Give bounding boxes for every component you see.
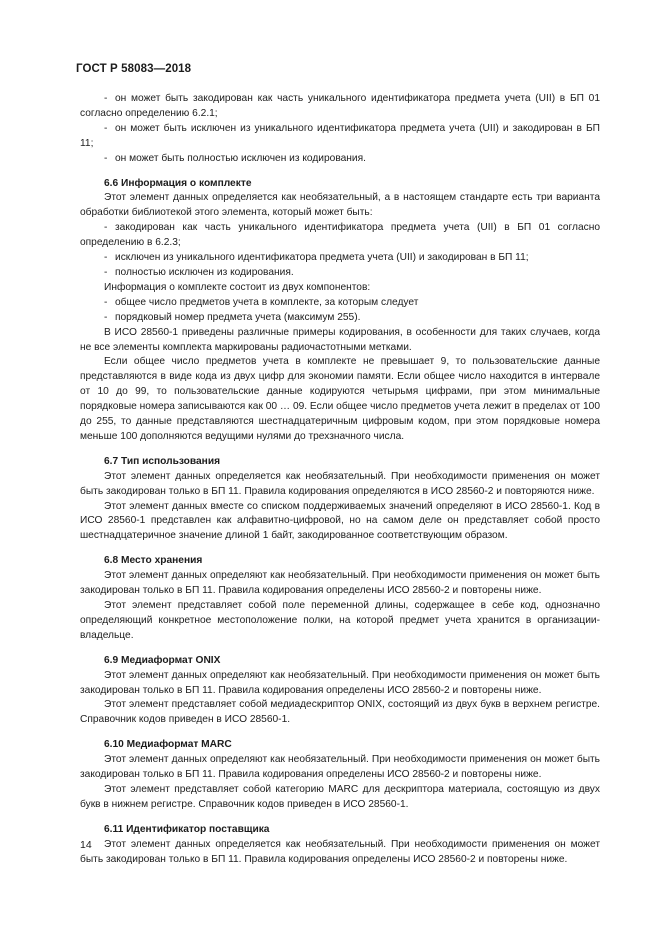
section-heading-6-10: 6.10 Медиаформат MARC [104, 739, 232, 751]
list-item: - общее число предметов учета в комплекте, за которым следует [80, 296, 600, 311]
paragraph: Этот элемент данных определяют как необязательный. При необходимости применения он может быть закодирован только в БП 11. Правила кодирования определены ИСО 28560-2 и повторены ниже. [80, 669, 600, 696]
dash-bullet: - [104, 296, 108, 308]
list-item: - порядковый номер предмета учета (максимум 255). [80, 311, 600, 326]
paragraph: Этот элемент данных определяют как необязательный. При необходимости применения он может быть закодирован только в БП 11. Правила кодирования определены ИСО 28560-2 и повторены ниже. [80, 570, 600, 597]
document-code: ГОСТ Р 58083—2018 [76, 63, 192, 75]
page-body [80, 92, 600, 868]
dash-bullet: - [104, 222, 108, 234]
dash-bullet: - [104, 122, 108, 134]
list-item: - он может быть полностью исключен из кодирования. [80, 152, 600, 167]
dash-bullet: - [104, 252, 108, 264]
section-heading-6-8: 6.8 Место хранения [104, 555, 203, 567]
list-item: - он может быть закодирован как часть уникального идентификатора предмета учета (UII) в БП 01 согласно определению 6.2.1; [80, 93, 600, 119]
dash-bullet: - [104, 311, 108, 323]
paragraph: Этот элемент данных определяется как необязательный. При необходимости применения он может быть закодирован только в БП 11. Правила кодирования определяются в ИСО 28560-2 и повторяются ниже. [80, 470, 600, 497]
dash-bullet: - [104, 93, 108, 104]
dash-bullet: - [104, 266, 108, 278]
paragraph: Этот элемент данных определяют как необязательный. При необходимости применения он может быть закодирован только в БП 11. Правила кодирования определены ИСО 28560-2 и повторены ниже. [80, 754, 600, 781]
paragraph: Этот элемент представляет собой медиадескриптор ONIX, состоящий из двух букв в верхнем регистре. Справочник кодов приведен в ИСО 28560-1. [80, 699, 600, 726]
list-item: - исключен из уникального идентификатора предмета учета (UII) и закодирован в БП 11; [80, 251, 600, 266]
paragraph: Информация о комплекте состоит из двух компонентов: [104, 281, 371, 293]
list-item: - закодирован как часть уникального идентификатора предмета учета (UII) в БП 01 согласно определению в 6.2.3; [80, 222, 600, 249]
page-number: 14 [80, 839, 92, 851]
paragraph: Этот элемент данных определяется как необязательный. При необходимости применения он может быть закодирован только в БП 11. Правила кодирования определены ИСО 28560-2 и повторены ниже. [80, 838, 600, 865]
section-heading-6-7: 6.7 Тип использования [104, 455, 221, 467]
list-item: - полностью исключен из кодирования. [80, 266, 600, 281]
paragraph: Этот элемент представляет собой категорию MARC для дескриптора материала, состоящую из двух букв в нижнем регистре. Справочник кодов приведен в ИСО 28560-1. [80, 783, 600, 810]
section-heading-6-9: 6.9 Медиаформат ONIX [104, 654, 221, 666]
paragraph: Этот элемент представляет собой поле переменной длины, содержащее в себе код, однозначно определяющий конкретное местоположение полки, на которой предмет учета хранится в организации-владельце. [80, 600, 600, 641]
paragraph: В ИСО 28560-1 приведены различные примеры кодирования, в особенности для таких случаев, когда не все элементы комплекта маркированы радиочастотными метками. [80, 326, 600, 353]
paragraph: Этот элемент данных вместе со списком поддерживаемых значений определяют в ИСО 28560-1. Код в ИСО 28560-1 представлен как алфавитно-цифровой, но на самом деле он представляет собой просто шестнадцатеричное значение длиной 1 байт, закодированное соответствующим образом. [80, 500, 600, 542]
dash-bullet: - [104, 152, 108, 164]
section-heading-6-6: 6.6 Информация о комплекте [104, 177, 252, 189]
section-heading-6-11: 6.11 Идентификатор поставщика [104, 823, 270, 835]
list-item: - он может быть исключен из уникального идентификатора предмета учета (UII) и закодирован в БП 11; [80, 122, 600, 149]
paragraph: Если общее число предметов учета в комплекте не превышает 9, то пользовательские данные представляются в виде кода из двух цифр для экономии памяти. Если общее число находится в интервале от 10 до 99, то пользовательские данные кодируются четырьмя цифрами, при этом минимальные порядковые номера записываются как 00 … 09. Если общее число предметов учета лежит в пределах от 100 до 255, то данные представляются шестнадцатеричным цифровым кодом, при этом порядковые номера меньше 100 дополняются ведущими нулями до трехзначного числа. [80, 356, 600, 442]
paragraph: Этот элемент данных определяется как необязательный, а в настоящем стандарте есть три варианта обработки библиотекой этого элемента, который может быть: [80, 192, 600, 219]
